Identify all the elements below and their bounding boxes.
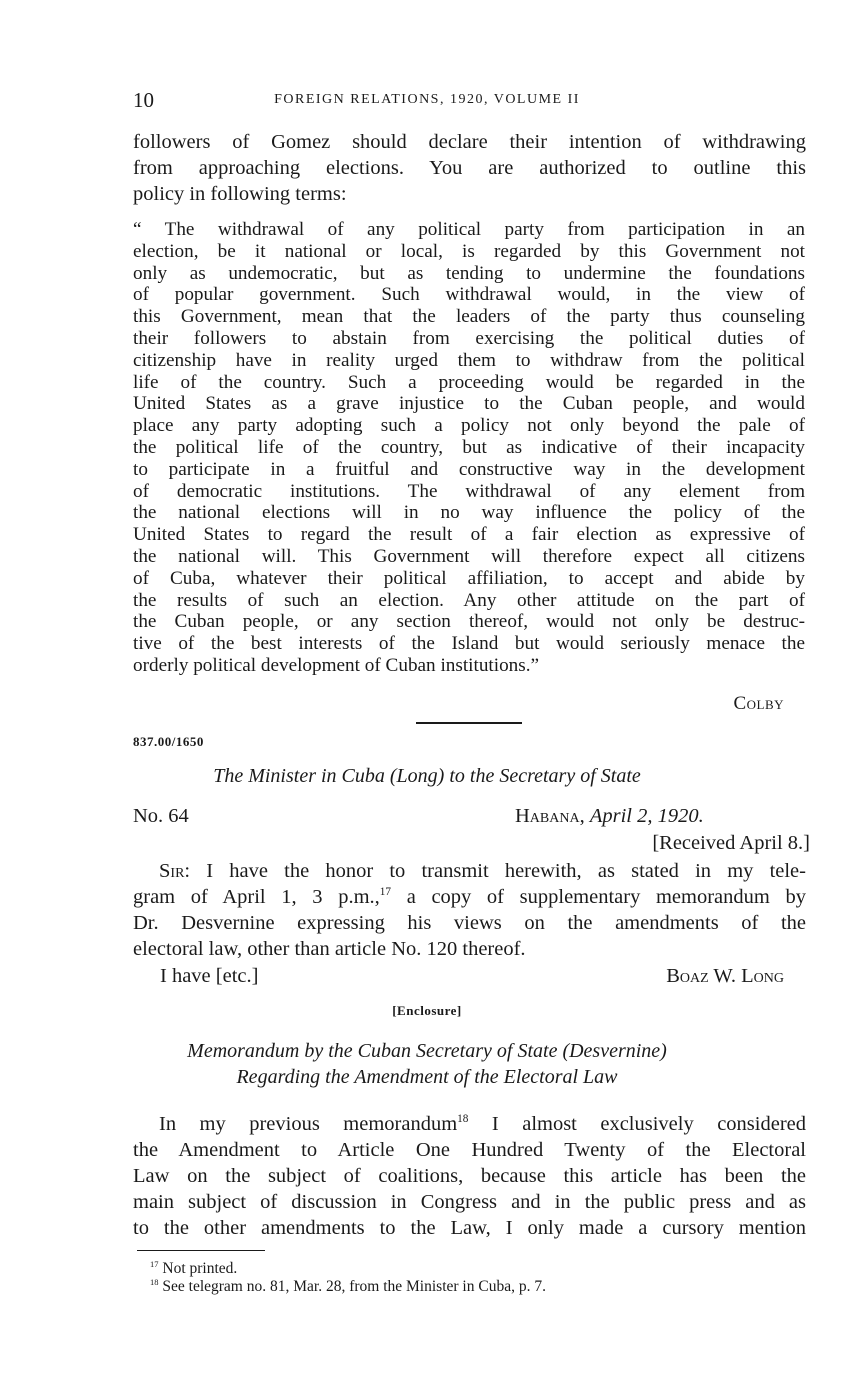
text-line: policy in following terms: bbox=[133, 183, 347, 205]
quote-line: the political life of the country, but as indicative of their incapacity bbox=[133, 436, 805, 458]
text-line bbox=[133, 884, 806, 910]
footnote-divider bbox=[137, 1250, 265, 1251]
quote-line: citizenship have in reality urged them to withdraw from the political bbox=[133, 349, 805, 371]
received-note: [Received April 8.] bbox=[652, 832, 810, 854]
footnote-ref: 17 bbox=[379, 886, 392, 899]
text-span: In my previous memorandum bbox=[159, 1113, 458, 1135]
text-line bbox=[133, 1111, 806, 1137]
text-line bbox=[133, 858, 806, 884]
text-line: electoral law, other than article No. 120 thereof. bbox=[133, 938, 526, 960]
quote-line: orderly political development of Cuban institutions.” bbox=[133, 654, 540, 676]
text-span: gram of April 1, 3 p.m., bbox=[133, 886, 380, 908]
quote-line: only as undemocratic, but as tending to undermine the foundations bbox=[133, 262, 805, 284]
quote-line: life of the country. Such a proceeding would be regarded in the bbox=[133, 371, 805, 393]
quote-line: the national elections will in no way influence the policy of the bbox=[133, 502, 805, 524]
footnote-mark: 18 bbox=[150, 1276, 159, 1287]
quote-line: to participate in a fruitful and constructive way in the development bbox=[133, 458, 805, 480]
document-number: No. 64 bbox=[133, 805, 189, 827]
section-divider bbox=[416, 722, 522, 724]
text-line: to the other amendments to the Law, I only made a cursory mention bbox=[133, 1217, 806, 1239]
footnote-mark: 17 bbox=[150, 1258, 159, 1269]
dateline-place: Habana, bbox=[515, 805, 585, 827]
text-line: Dr. Desvernine expressing his views on the amendments of the bbox=[133, 912, 806, 934]
signature-long: Boaz W. Long bbox=[666, 965, 784, 987]
intro-paragraph bbox=[133, 129, 806, 207]
memo-title-line-2: Regarding the Amendment of the Electoral Law bbox=[236, 1066, 618, 1088]
signature-colby: Colby bbox=[733, 693, 784, 714]
quote-line: election, be it national or local, is regarded by this Government not bbox=[133, 240, 805, 262]
letter-body bbox=[133, 858, 806, 962]
quote-line: tive of the best interests of the Island but would seriously menace the bbox=[133, 633, 805, 655]
text-line: main subject of discussion in Congress and in the public press and as bbox=[133, 1191, 806, 1213]
memo-body bbox=[133, 1111, 806, 1241]
file-number: 837.00/1650 bbox=[133, 734, 204, 749]
page-number: 10 bbox=[133, 88, 154, 112]
quote-line: their followers to abstain from exercising the political duties of bbox=[133, 327, 805, 349]
quote-line: the national will. This Government will therefore expect all citizens bbox=[133, 545, 805, 567]
footnote-ref: 18 bbox=[457, 1113, 469, 1126]
quote-line: the results of such an election. Any other attitude on the part of bbox=[133, 589, 805, 611]
footnote-text: Not printed. bbox=[158, 1260, 238, 1277]
text-line: followers of Gomez should declare their intention of withdrawing bbox=[133, 131, 806, 153]
text-line: the Amendment to Article One Hundred Twenty of the Electoral bbox=[133, 1139, 806, 1161]
quoted-statement bbox=[133, 219, 805, 677]
dateline bbox=[515, 805, 704, 828]
dateline-date: April 2, 1920. bbox=[589, 805, 704, 827]
quote-line: place any party adopting such a policy not only beyond the pale of bbox=[133, 415, 805, 437]
quote-line: the Cuban people, or any section thereof, would not only be destruc- bbox=[133, 611, 805, 633]
enclosure-label: [Enclosure] bbox=[392, 1003, 462, 1018]
salutation: Sir bbox=[159, 860, 185, 882]
quote-line: of democratic institutions. The withdrawal of any element from bbox=[133, 480, 805, 502]
closing: I have [etc.] bbox=[160, 965, 259, 987]
quote-line: United States to regard the result of a fair election as expressive of bbox=[133, 524, 805, 546]
footnote-17 bbox=[150, 1260, 237, 1278]
footnote-text: See telegram no. 81, Mar. 28, from the Minister in Cuba, p. 7. bbox=[158, 1278, 546, 1295]
quote-line: United States as a grave injustice to the Cuban people, and would bbox=[133, 393, 805, 415]
document-title: The Minister in Cuba (Long) to the Secretary of State bbox=[213, 765, 641, 787]
text-span: : I have the honor to transmit herewith, as stated in my tele- bbox=[184, 860, 806, 882]
text-line: from approaching elections. You are authorized to outline this bbox=[133, 157, 806, 179]
quote-line: “ The withdrawal of any political party from participation in an bbox=[133, 219, 805, 240]
quote-line: this Government, mean that the leaders of the party thus counseling bbox=[133, 306, 805, 328]
text-line: Law on the subject of coalitions, because this article has been the bbox=[133, 1165, 806, 1187]
running-title: FOREIGN RELATIONS, 1920, VOLUME II bbox=[274, 92, 580, 107]
text-span: a copy of supplementary memorandum by bbox=[391, 886, 806, 908]
quote-line: of popular government. Such withdrawal would, in the view of bbox=[133, 284, 805, 306]
quote-line: of Cuba, whatever their political affiliation, to accept and abide by bbox=[133, 567, 805, 589]
footnote-18 bbox=[150, 1278, 546, 1296]
text-span: I almost exclusively considered bbox=[468, 1113, 806, 1135]
memo-title-line-1: Memorandum by the Cuban Secretary of State (Desvernine) bbox=[187, 1040, 667, 1062]
